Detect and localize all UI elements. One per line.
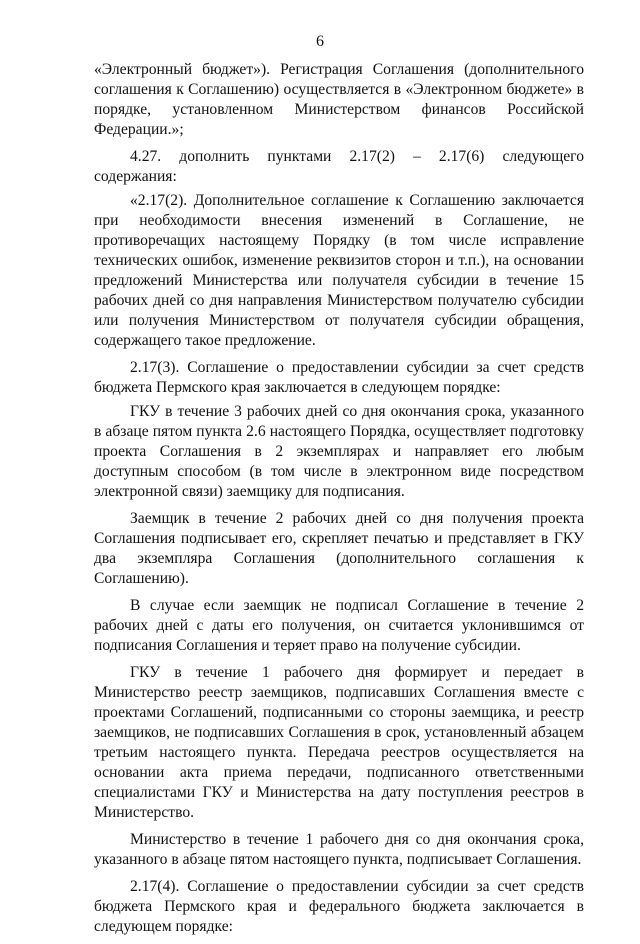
paragraph-borrower-signs: Заемщик в течение 2 рабочих дней со дня получения проекта Соглашения подписывает его, скрепляет печатью и представляет в ГКУ два экземпляра Соглашения (дополнительного соглашения к Соглашению).: [94, 510, 584, 587]
paragraph-2-17-4: 2.17(4). Соглашение о предоставлении субсидии за счет средств бюджета Пермского края и федерального бюджета заключается в следующем порядке:: [94, 878, 584, 935]
document-body: [94, 60, 584, 944]
paragraph-gku-prepares: ГКУ в течение 3 рабочих дней со дня окончания срока, указанного в абзаце пятом пункта 2.6 настоящего Порядка, осуществляет подготовку проекта Соглашения в 2 экземплярах и направляет его любым доступным способом (в том числе в электронном виде посредством электронной связи) заемщику для подписания.: [94, 403, 584, 500]
paragraph-not-signed: В случае если заемщик не подписал Соглашение в течение 2 рабочих дней с даты его получения, он считается уклонившимся от подписания Соглашения и теряет право на получение субсидии.: [94, 597, 584, 654]
paragraph-registration: «Электронный бюджет»). Регистрация Соглашения (дополнительного соглашения к Соглашению) осуществляется в «Электронном бюджете» в порядке, установленном Министерством финансов Российской Федерации.»;: [94, 61, 584, 138]
paragraph-ministry-signs: Министерство в течение 1 рабочего дня со дня окончания срока, указанного в абзаце пятом настоящего пункта, подписывает Соглашения.: [94, 831, 584, 868]
paragraph-registry-transfer: ГКУ в течение 1 рабочего дня формирует и передает в Министерство реестр заемщиков, подписавших Соглашения вместе с проектами Соглашений, подписанными со стороны заемщика, и реестр заемщиков, не подписавших Соглашения в срок, установленный абзацем третьим настоящего пункта. Передача реестров осуществляется на основании акта приема передачи, подписанного ответственными специалистами ГКУ и Министерства на дату поступления реестров в Министерство.: [94, 664, 584, 821]
page-number: 6: [316, 33, 324, 50]
paragraph-2-17-3: 2.17(3). Соглашение о предоставлении субсидии за счет средств бюджета Пермского края заключается в следующем порядке:: [94, 359, 584, 396]
paragraph-item-4-27: 4.27. дополнить пунктами 2.17(2) – 2.17(6) следующего содержания:: [94, 148, 584, 185]
paragraph-2-17-2: «2.17(2). Дополнительное соглашение к Соглашению заключается при необходимости внесения изменений в Соглашение, не противоречащих настоящему Порядку (в том числе исправление технических ошибок, изменение реквизитов сторон и т.п.), на основании предложений Министерства или получателя субсидии в течение 15 рабочих дней со дня направления Министерством получателю субсидии или получения Министерством от получателя субсидии обращения, содержащего такое предложение.: [94, 192, 584, 349]
